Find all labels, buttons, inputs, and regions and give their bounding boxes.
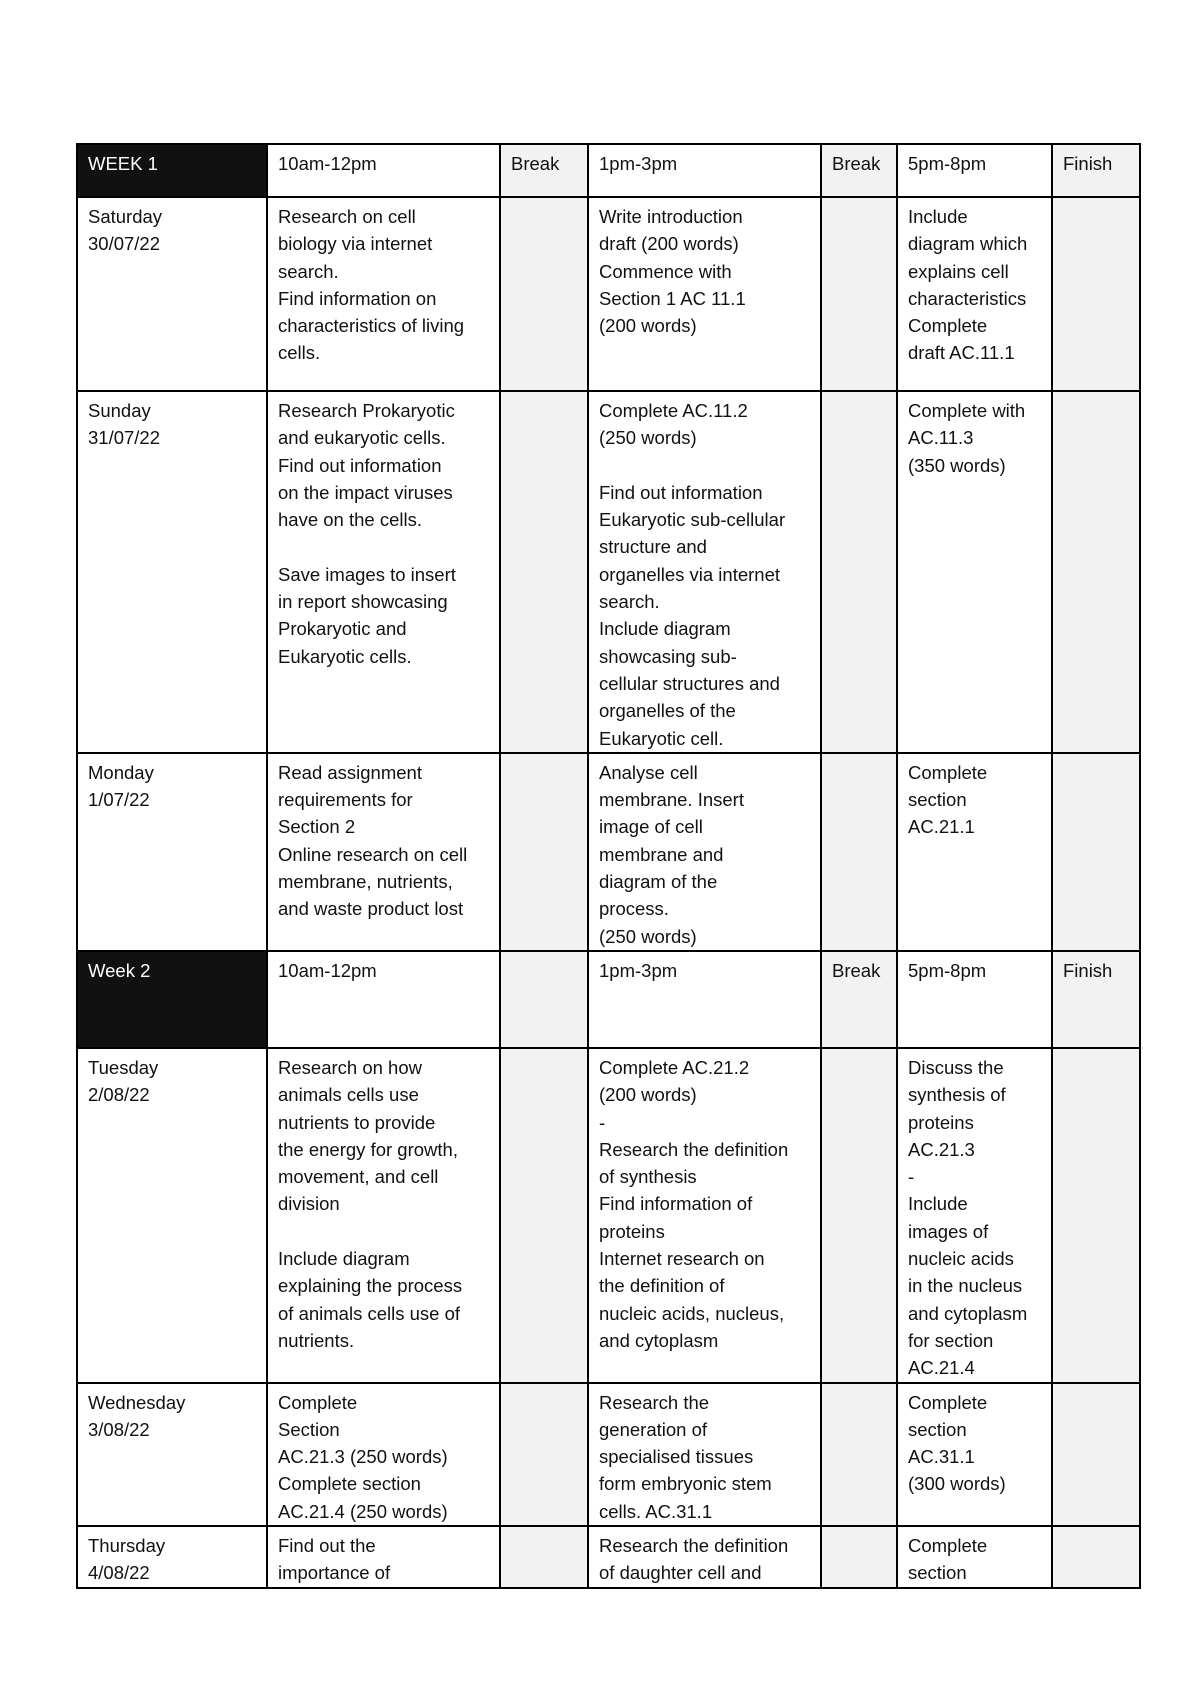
break-column-header: Break bbox=[500, 144, 588, 197]
break-column-header: Break bbox=[821, 951, 897, 1048]
evening-task-cell: Complete section bbox=[897, 1526, 1052, 1588]
break-cell bbox=[821, 1383, 897, 1526]
week-1-header-row bbox=[77, 144, 1140, 197]
afternoon-task-cell: Complete AC.21.2 (200 words) - Research the definition of synthesis Find information of proteins Internet research on the definition of nucleic acids, nucleus, and cytoplasm bbox=[588, 1048, 821, 1383]
finish-cell bbox=[1052, 1526, 1140, 1588]
break-cell bbox=[500, 197, 588, 391]
break-cell bbox=[821, 197, 897, 391]
day-cell: Wednesday 3/08/22 bbox=[77, 1383, 267, 1526]
break-cell bbox=[500, 1048, 588, 1383]
afternoon-task-cell: Research the definition of daughter cell and bbox=[588, 1526, 821, 1588]
finish-column-header: Finish bbox=[1052, 951, 1140, 1048]
table-row bbox=[77, 1048, 1140, 1383]
morning-task-cell: Research on cell biology via internet search. Find information on characteristics of living cells. bbox=[267, 197, 500, 391]
table-row bbox=[77, 1526, 1140, 1588]
table-row bbox=[77, 197, 1140, 391]
finish-cell bbox=[1052, 1383, 1140, 1526]
finish-cell bbox=[1052, 197, 1140, 391]
time-slot-morning: 10am-12pm bbox=[267, 951, 500, 1048]
finish-cell bbox=[1052, 391, 1140, 753]
break-column-header bbox=[500, 951, 588, 1048]
break-cell bbox=[821, 1048, 897, 1383]
time-slot-afternoon: 1pm-3pm bbox=[588, 951, 821, 1048]
time-slot-afternoon: 1pm-3pm bbox=[588, 144, 821, 197]
finish-column-header: Finish bbox=[1052, 144, 1140, 197]
finish-cell bbox=[1052, 1048, 1140, 1383]
table-row bbox=[77, 391, 1140, 753]
morning-task-cell: Find out the importance of bbox=[267, 1526, 500, 1588]
break-cell bbox=[500, 1526, 588, 1588]
day-cell: Tuesday 2/08/22 bbox=[77, 1048, 267, 1383]
day-cell: Sunday 31/07/22 bbox=[77, 391, 267, 753]
break-cell bbox=[500, 1383, 588, 1526]
evening-task-cell: Complete section AC.21.1 bbox=[897, 753, 1052, 951]
afternoon-task-cell: Research the generation of specialised tissues form embryonic stem cells. AC.31.1 bbox=[588, 1383, 821, 1526]
evening-task-cell: Complete section AC.31.1 (300 words) bbox=[897, 1383, 1052, 1526]
morning-task-cell: Read assignment requirements for Section 2 Online research on cell membrane, nutrients, and waste product lost bbox=[267, 753, 500, 951]
week-label: Week 2 bbox=[77, 951, 267, 1048]
morning-task-cell: Research Prokaryotic and eukaryotic cells. Find out information on the impact viruses have on the cells. Save images to insert in report showcasing Prokaryotic and Eukaryotic cells. bbox=[267, 391, 500, 753]
day-cell: Thursday 4/08/22 bbox=[77, 1526, 267, 1588]
afternoon-task-cell: Analyse cell membrane. Insert image of cell membrane and diagram of the process. (250 words) bbox=[588, 753, 821, 951]
break-cell bbox=[821, 391, 897, 753]
morning-task-cell: Research on how animals cells use nutrients to provide the energy for growth, movement, and cell division Include diagram explaining the process of animals cells use of nutrients. bbox=[267, 1048, 500, 1383]
finish-cell bbox=[1052, 753, 1140, 951]
table-row bbox=[77, 753, 1140, 951]
evening-task-cell: Discuss the synthesis of proteins AC.21.3 - Include images of nucleic acids in the nucleus and cytoplasm for section AC.21.4 bbox=[897, 1048, 1052, 1383]
break-cell bbox=[821, 1526, 897, 1588]
afternoon-task-cell: Write introduction draft (200 words) Commence with Section 1 AC 11.1 (200 words) bbox=[588, 197, 821, 391]
break-cell bbox=[821, 753, 897, 951]
day-cell: Monday 1/07/22 bbox=[77, 753, 267, 951]
schedule-table bbox=[76, 143, 1141, 1589]
break-column-header: Break bbox=[821, 144, 897, 197]
week-2-header-row bbox=[77, 951, 1140, 1048]
evening-task-cell: Complete with AC.11.3 (350 words) bbox=[897, 391, 1052, 753]
evening-task-cell: Include diagram which explains cell characteristics Complete draft AC.11.1 bbox=[897, 197, 1052, 391]
break-cell bbox=[500, 753, 588, 951]
time-slot-evening: 5pm-8pm bbox=[897, 144, 1052, 197]
table-row bbox=[77, 1383, 1140, 1526]
time-slot-evening: 5pm-8pm bbox=[897, 951, 1052, 1048]
break-cell bbox=[500, 391, 588, 753]
time-slot-morning: 10am-12pm bbox=[267, 144, 500, 197]
day-cell: Saturday 30/07/22 bbox=[77, 197, 267, 391]
afternoon-task-cell: Complete AC.11.2 (250 words) Find out information Eukaryotic sub-cellular structure and organelles via internet search. Include diagram showcasing sub- cellular structures and organelles of the Eukaryotic cell. bbox=[588, 391, 821, 753]
morning-task-cell: Complete Section AC.21.3 (250 words) Complete section AC.21.4 (250 words) bbox=[267, 1383, 500, 1526]
week-label: WEEK 1 bbox=[77, 144, 267, 197]
